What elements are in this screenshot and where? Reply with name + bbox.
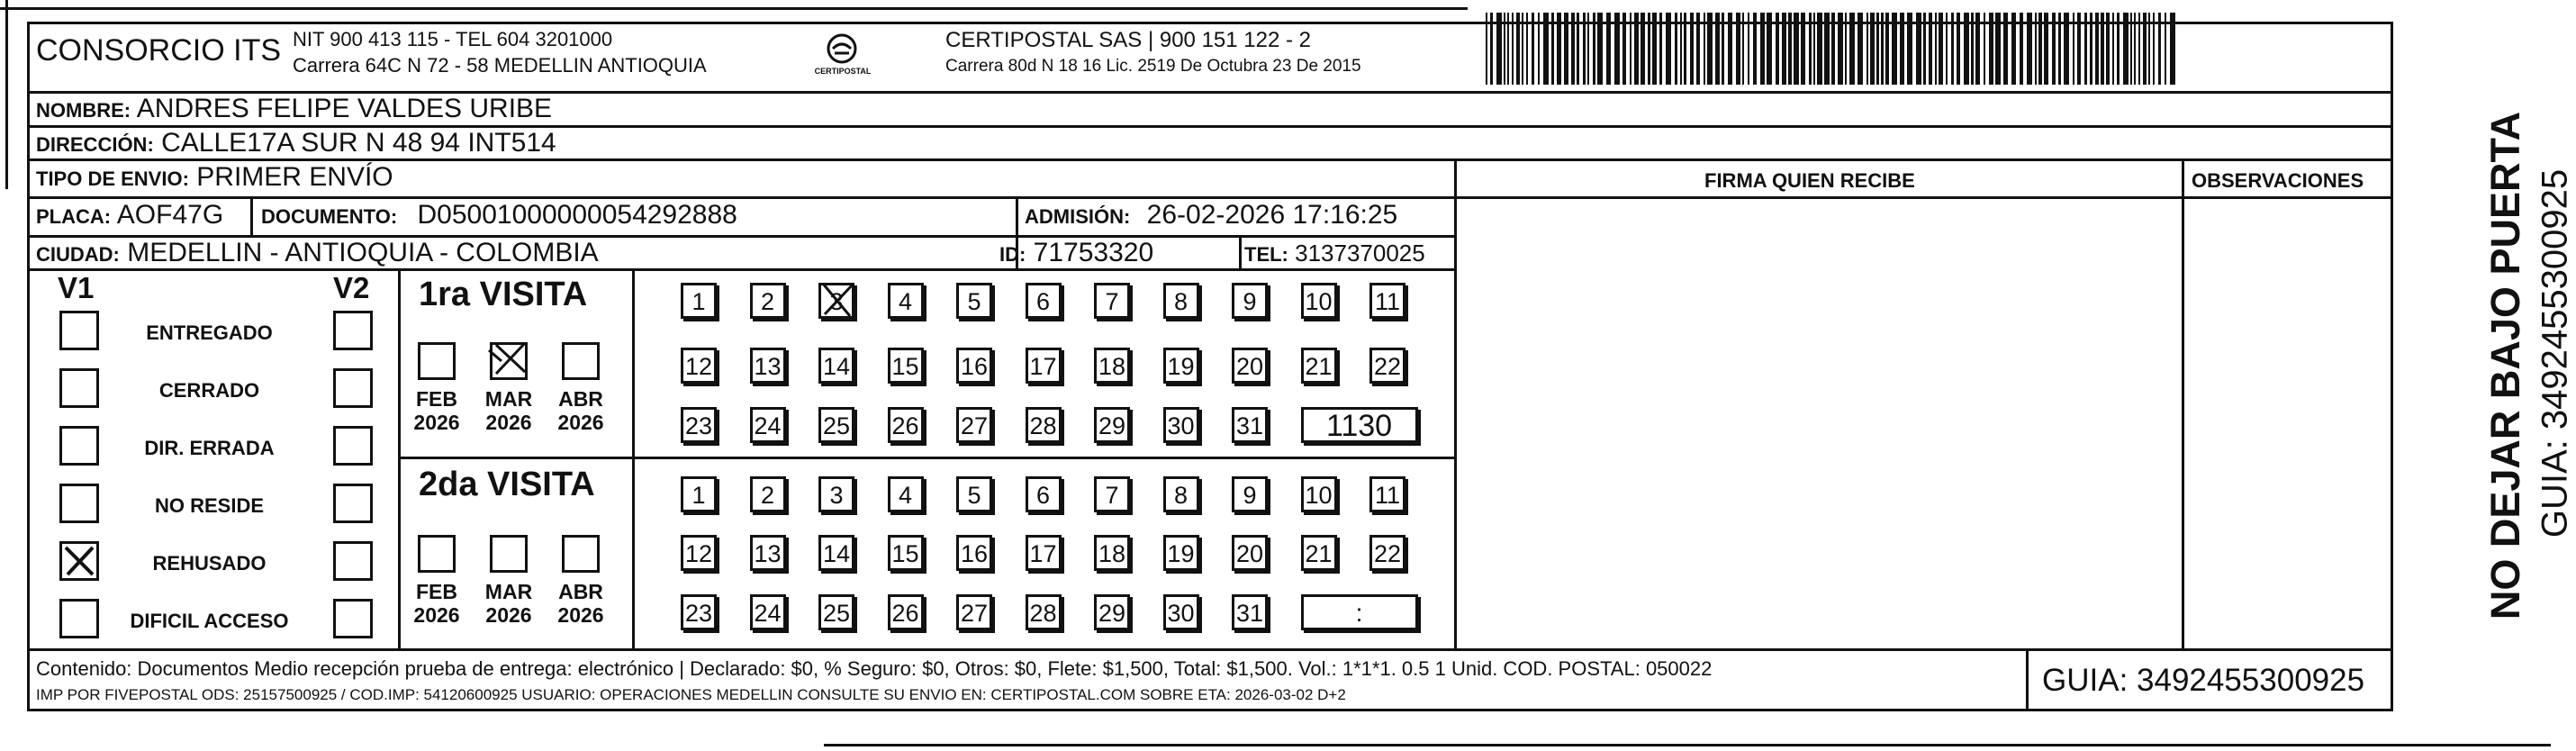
status-row bbox=[27, 311, 401, 356]
day-box[interactable]: 4 bbox=[888, 283, 924, 319]
col-line-placa bbox=[250, 196, 253, 235]
barcode-bar bbox=[1964, 13, 1969, 85]
v1-checkbox[interactable] bbox=[59, 311, 99, 350]
barcode-bar bbox=[2027, 13, 2032, 85]
footer-guia: GUIA: 3492455300925 bbox=[2042, 663, 2365, 698]
barcode-bar bbox=[2077, 13, 2081, 85]
barcode-bar bbox=[2095, 13, 2099, 85]
barcode-bar bbox=[1696, 13, 1700, 85]
barcode-bar bbox=[1900, 13, 1904, 85]
tel-field bbox=[1244, 240, 1425, 267]
direccion-value: CALLE17A SUR N 48 94 INT514 bbox=[161, 128, 556, 158]
placa-field bbox=[36, 200, 223, 231]
status-row bbox=[27, 368, 401, 413]
admision-value: 26-02-2026 17:16:25 bbox=[1146, 200, 1398, 230]
day-box[interactable]: 5 bbox=[956, 283, 992, 319]
day-box[interactable]: 24 bbox=[750, 594, 786, 630]
barcode-bar bbox=[1951, 13, 1954, 85]
barcode-bar bbox=[2143, 13, 2147, 85]
barcode-bar bbox=[1614, 13, 1620, 85]
barcode-bar bbox=[1593, 13, 1595, 85]
barcode-bar bbox=[1507, 13, 1509, 85]
barcode-bar bbox=[2123, 13, 2129, 85]
status-row bbox=[27, 541, 401, 586]
barcode-bar bbox=[1892, 13, 1897, 85]
month-checkbox[interactable] bbox=[562, 535, 600, 573]
day-box[interactable]: 31 bbox=[1232, 594, 1268, 630]
firma-header-line bbox=[1454, 196, 2393, 199]
barcode-bar bbox=[1824, 13, 1830, 85]
barcode-bar bbox=[1995, 13, 2001, 85]
barcode-bar bbox=[1817, 13, 1822, 85]
v1-label: V1 bbox=[58, 271, 95, 304]
barcode-bar bbox=[2148, 13, 2150, 85]
day-box[interactable]: 16 bbox=[956, 535, 992, 571]
barcode-bar bbox=[1490, 13, 1493, 85]
barcode-bar bbox=[1794, 13, 1799, 85]
day-box[interactable]: 28 bbox=[1026, 407, 1062, 443]
barcode-bar bbox=[1571, 13, 1575, 85]
day-box[interactable]: 15 bbox=[888, 348, 924, 384]
day-box[interactable]: 29 bbox=[1094, 407, 1130, 443]
barcode-bar bbox=[1587, 13, 1589, 85]
barcode-bar bbox=[1597, 13, 1603, 85]
month-label: ABR 2026 bbox=[557, 387, 604, 434]
barcode-bar bbox=[1801, 13, 1805, 85]
v2-checkbox[interactable] bbox=[333, 368, 373, 408]
direccion-field bbox=[36, 128, 556, 158]
barcode-bar bbox=[1782, 13, 1786, 85]
month-label: MAR 2026 bbox=[484, 580, 533, 627]
status-label: DIR. ERRADA bbox=[144, 437, 275, 459]
day-box[interactable]: 21 bbox=[1301, 348, 1337, 384]
col-line-obs bbox=[2182, 158, 2184, 650]
barcode-bar bbox=[1522, 13, 1523, 85]
time-box[interactable]: : bbox=[1301, 594, 1418, 630]
side-guia: GUIA: 3492455300925 bbox=[2535, 168, 2575, 538]
month-checkbox[interactable] bbox=[562, 342, 600, 380]
day-box[interactable]: 18 bbox=[1094, 348, 1130, 384]
barcode-bar bbox=[1504, 13, 1505, 85]
day-box[interactable]: 13 bbox=[750, 348, 786, 384]
day-box[interactable]: 12 bbox=[681, 535, 717, 571]
ciudad-label: CIUDAD: bbox=[36, 243, 120, 266]
barcode-icon bbox=[1486, 13, 2179, 85]
tipo-value: PRIMER ENVÍO bbox=[196, 162, 393, 192]
company-nit: NIT 900 413 115 - TEL 604 3201000 bbox=[293, 28, 613, 50]
barcode-bar bbox=[1715, 13, 1720, 85]
direccion-label: DIRECCIÓN: bbox=[36, 133, 154, 156]
barcode-bar bbox=[1809, 13, 1812, 85]
bottom-edge-line bbox=[824, 744, 2551, 746]
barcode-bar bbox=[1630, 13, 1631, 85]
day-box[interactable]: 27 bbox=[956, 407, 992, 443]
day-box[interactable]: 22 bbox=[1369, 348, 1406, 384]
barcode-bar bbox=[1923, 13, 1926, 85]
status-label: DIFICIL ACCESO bbox=[130, 610, 289, 632]
barcode-bar bbox=[1684, 13, 1686, 85]
barcode-bar bbox=[1543, 13, 1549, 85]
barcode-bar bbox=[1496, 13, 1502, 85]
barcode-bar bbox=[1666, 13, 1671, 85]
v1-checkbox[interactable] bbox=[59, 599, 99, 638]
nombre-value: ANDRES FELIPE VALDES URIBE bbox=[136, 94, 553, 123]
day-box[interactable]: 28 bbox=[1026, 594, 1062, 630]
barcode-bar bbox=[1849, 13, 1855, 85]
barcode-bar bbox=[1652, 13, 1657, 85]
day-box[interactable]: 26 bbox=[888, 407, 924, 443]
barcode-bar bbox=[1486, 13, 1487, 85]
status-label: NO RESIDE bbox=[154, 494, 265, 517]
day-box[interactable]: 6 bbox=[1026, 476, 1062, 512]
barcode-bar bbox=[1845, 13, 1847, 85]
barcode-bar bbox=[1760, 13, 1765, 85]
barcode-bar bbox=[1971, 13, 1974, 85]
v2-label: V2 bbox=[333, 271, 370, 304]
barcode-bar bbox=[1564, 13, 1568, 85]
barcode-bar bbox=[1984, 13, 1985, 85]
barcode-bar bbox=[2112, 13, 2114, 85]
barcode-bar bbox=[1680, 13, 1682, 85]
day-box[interactable]: 15 bbox=[888, 535, 924, 571]
day-box[interactable]: 14 bbox=[818, 535, 854, 571]
barcode-bar bbox=[1532, 13, 1534, 85]
barcode-bar bbox=[1557, 13, 1561, 85]
barcode-bar bbox=[1939, 13, 1943, 85]
barcode-bar bbox=[1866, 13, 1868, 85]
status-row bbox=[27, 484, 401, 529]
documento-label: DOCUMENTO: bbox=[261, 205, 398, 228]
barcode-bar bbox=[2130, 13, 2132, 85]
day-box[interactable]: 20 bbox=[1232, 535, 1268, 571]
top-edge-line bbox=[0, 7, 1468, 10]
status-label: ENTREGADO bbox=[146, 321, 273, 344]
barcode-bar bbox=[2090, 13, 2092, 85]
barcode-bar bbox=[1975, 13, 1980, 85]
nombre-field bbox=[36, 94, 552, 124]
barcode-bar bbox=[1916, 13, 1921, 85]
col-line-tel bbox=[1239, 235, 1242, 268]
documento-field bbox=[261, 200, 737, 231]
barcode-bar bbox=[1675, 13, 1677, 85]
barcode-bar bbox=[1538, 13, 1540, 85]
ciudad-value: MEDELLIN - ANTIOQUIA - COLOMBIA bbox=[127, 238, 599, 267]
barcode-bar bbox=[2138, 13, 2140, 85]
barcode-bar bbox=[1728, 13, 1732, 85]
day-box[interactable]: 17 bbox=[1026, 348, 1062, 384]
day-box[interactable]: 18 bbox=[1094, 535, 1130, 571]
barcode-bar bbox=[2052, 13, 2056, 85]
day-box[interactable]: 8 bbox=[1163, 476, 1199, 512]
barcode-bar bbox=[1989, 13, 1993, 85]
day-number: 3 bbox=[829, 288, 844, 315]
v1-checkbox[interactable] bbox=[59, 426, 99, 466]
v2-checkbox[interactable] bbox=[333, 484, 373, 523]
day-box[interactable]: 17 bbox=[1026, 535, 1062, 571]
barcode-bar bbox=[1838, 13, 1843, 85]
tel-value: 3137370025 bbox=[1295, 240, 1425, 267]
month-label: MAR 2026 bbox=[484, 387, 533, 434]
day-box[interactable]: 22 bbox=[1369, 535, 1406, 571]
barcode-bar bbox=[2003, 13, 2008, 85]
day-box[interactable]: 20 bbox=[1232, 348, 1268, 384]
barcode-bar bbox=[1813, 13, 1815, 85]
barcode-bar bbox=[1929, 13, 1932, 85]
firma-label: FIRMA QUIEN RECIBE bbox=[1704, 169, 1915, 192]
nombre-label: NOMBRE: bbox=[36, 99, 131, 122]
barcode-bar bbox=[1622, 13, 1626, 85]
barcode-bar bbox=[2020, 13, 2023, 85]
company-name: CONSORCIO ITS bbox=[36, 33, 282, 68]
barcode-bar bbox=[2165, 13, 2166, 85]
barcode-bar bbox=[1606, 13, 1611, 85]
barcode-bar bbox=[1870, 13, 1875, 85]
barcode-bar bbox=[2035, 13, 2037, 85]
barcode-bar bbox=[1742, 13, 1744, 85]
observaciones-label: OBSERVACIONES bbox=[2192, 169, 2364, 192]
day-box[interactable]: 5 bbox=[956, 476, 992, 512]
v1-checkbox[interactable] bbox=[59, 484, 99, 523]
day-box[interactable]: 31 bbox=[1232, 407, 1268, 443]
barcode-bar bbox=[1736, 13, 1740, 85]
logo-caption: CERTIPOSTAL bbox=[814, 67, 872, 76]
barcode-bar bbox=[1690, 13, 1694, 85]
no-dejar-warning: NO DEJAR BAJO PUERTA bbox=[2482, 111, 2528, 620]
day-box[interactable]: 2 bbox=[750, 476, 786, 512]
barcode-bar bbox=[2106, 13, 2110, 85]
x-mark-icon bbox=[818, 280, 857, 320]
barcode-bar bbox=[1634, 13, 1639, 85]
barcode-bar bbox=[2117, 13, 2120, 85]
id-value: 71753320 bbox=[1033, 238, 1154, 267]
barcode-bar bbox=[1907, 13, 1912, 85]
x-mark-icon bbox=[489, 338, 529, 377]
barcode-bar bbox=[2101, 13, 2104, 85]
day-box[interactable]: 30 bbox=[1163, 594, 1199, 630]
day-box[interactable]: 23 bbox=[681, 594, 717, 630]
barcode-bar bbox=[2073, 13, 2074, 85]
day-box[interactable]: 19 bbox=[1163, 535, 1199, 571]
barcode-bar bbox=[2038, 13, 2042, 85]
month-checkbox[interactable] bbox=[418, 535, 456, 573]
day-box[interactable]: 10 bbox=[1301, 283, 1337, 319]
barcode-bar bbox=[2064, 13, 2069, 85]
barcode-bar bbox=[1776, 13, 1779, 85]
col-line-firma bbox=[1454, 158, 1457, 650]
footer-imp: IMP POR FIVEPOSTAL ODS: 25157500925 / COD.IMP: 54120600925 USUARIO: OPERACIONES MEDELLIN CONSULTE SU ENVIO EN: CERTIPOSTAL.COM SOBRE ETA: 2026-03-02 D+2 bbox=[36, 686, 1346, 703]
month-checkbox[interactable] bbox=[418, 342, 456, 380]
day-box[interactable]: 26 bbox=[888, 594, 924, 630]
barcode-bar bbox=[1831, 13, 1835, 85]
status-label: REHUSADO bbox=[152, 552, 267, 575]
day-box[interactable]: 19 bbox=[1163, 348, 1199, 384]
barcode-bar bbox=[1641, 13, 1645, 85]
barcode-bar bbox=[1516, 13, 1520, 85]
day-box[interactable]: 16 bbox=[956, 348, 992, 384]
first-visit-title: 1ra VISITA bbox=[419, 276, 588, 313]
barcode-bar bbox=[2058, 13, 2061, 85]
day-box[interactable]: 13 bbox=[750, 535, 786, 571]
barcode-bar bbox=[1857, 13, 1863, 85]
barcode-bar bbox=[1753, 13, 1757, 85]
barcode-bar bbox=[1704, 13, 1705, 85]
documento-value: D05001000000054292888 bbox=[417, 200, 737, 230]
day-box[interactable]: 2 bbox=[750, 283, 786, 319]
day-box[interactable]: 1 bbox=[681, 283, 717, 319]
day-box[interactable]: 7 bbox=[1094, 283, 1130, 319]
day-box[interactable]: 4 bbox=[888, 476, 924, 512]
day-box[interactable]: 14 bbox=[818, 348, 854, 384]
day-box[interactable]: 9 bbox=[1232, 476, 1268, 512]
day-box[interactable]: 9 bbox=[1232, 283, 1268, 319]
day-box[interactable]: 29 bbox=[1094, 594, 1130, 630]
company-address: Carrera 64C N 72 - 58 MEDELLIN ANTIOQUIA bbox=[293, 54, 707, 77]
barcode-bar bbox=[1876, 13, 1879, 85]
tel-label: TEL: bbox=[1244, 243, 1288, 266]
day-box[interactable]: 27 bbox=[956, 594, 992, 630]
v2-checkbox[interactable] bbox=[333, 541, 373, 581]
barcode-bar bbox=[2044, 13, 2048, 85]
day-box[interactable]: 8 bbox=[1163, 283, 1199, 319]
day-box[interactable]: 24 bbox=[750, 407, 786, 443]
status-section bbox=[27, 268, 401, 648]
row-line bbox=[27, 158, 2393, 161]
barcode-bar bbox=[2153, 13, 2155, 85]
barcode-bar bbox=[1748, 13, 1749, 85]
barcode-bar bbox=[1551, 13, 1554, 85]
placa-label: PLACA: bbox=[36, 205, 112, 228]
carrier-name: CERTIPOSTAL SAS | 900 151 122 - 2 bbox=[945, 28, 1311, 52]
day-box[interactable]: 6 bbox=[1026, 283, 1062, 319]
month-checkbox[interactable] bbox=[490, 342, 528, 380]
footer-contents: Contenido: Documentos Medio recepción prueba de entrega: electrónico | Declarado: $0, % Seguro: $0, Otros: $0, Flete: $1,500, Total: $1,500. Vol.: 1*1*1. 0.5 1 Unid. COD. POSTAL: 050022 bbox=[36, 657, 1713, 680]
barcode-bar bbox=[1526, 13, 1528, 85]
visit-divider bbox=[398, 457, 1454, 459]
month-label: FEB 2026 bbox=[413, 580, 460, 627]
day-box[interactable] bbox=[818, 283, 854, 319]
v1-checkbox[interactable] bbox=[59, 368, 99, 408]
barcode-bar bbox=[2084, 13, 2087, 85]
barcode-bar bbox=[1648, 13, 1650, 85]
barcode-bar bbox=[1722, 13, 1724, 85]
v1-checkbox[interactable] bbox=[59, 541, 99, 581]
col-line-guia bbox=[2026, 648, 2029, 711]
id-field bbox=[999, 238, 1153, 268]
v2-checkbox[interactable] bbox=[333, 599, 373, 638]
second-visit-title: 2da VISITA bbox=[419, 466, 595, 503]
day-box[interactable]: 10 bbox=[1301, 476, 1337, 512]
barcode-bar bbox=[2158, 13, 2161, 85]
barcode-bar bbox=[1788, 13, 1792, 85]
status-row bbox=[27, 426, 401, 471]
v2-checkbox[interactable] bbox=[333, 311, 373, 350]
barcode-bar bbox=[1881, 13, 1884, 85]
x-mark-icon bbox=[62, 544, 96, 578]
id-label: ID: bbox=[999, 243, 1026, 266]
day-box[interactable]: 12 bbox=[681, 348, 717, 384]
day-box[interactable]: 25 bbox=[818, 594, 854, 630]
day-box[interactable]: 23 bbox=[681, 407, 717, 443]
month-label: FEB 2026 bbox=[413, 387, 460, 434]
barcode-bar bbox=[1659, 13, 1662, 85]
day-box[interactable]: 1 bbox=[681, 476, 717, 512]
left-edge-line bbox=[5, 0, 8, 189]
placa-value: AOF47G bbox=[116, 200, 224, 230]
ciudad-field bbox=[36, 238, 599, 268]
day-box[interactable]: 7 bbox=[1094, 476, 1130, 512]
month-label: ABR 2026 bbox=[557, 580, 604, 627]
day-box[interactable]: 30 bbox=[1163, 407, 1199, 443]
day-box[interactable]: 25 bbox=[818, 407, 854, 443]
barcode-bar bbox=[2011, 13, 2016, 85]
barcode-bar bbox=[1707, 13, 1713, 85]
day-box[interactable]: 3 bbox=[818, 476, 854, 512]
row-line bbox=[27, 648, 2393, 651]
status-row bbox=[27, 599, 401, 644]
barcode-bar bbox=[1577, 13, 1579, 85]
months-divider bbox=[632, 268, 635, 648]
day-box[interactable]: 11 bbox=[1369, 283, 1406, 319]
side-text bbox=[2398, 108, 2575, 648]
tipo-label: TIPO DE ENVIO: bbox=[36, 167, 189, 190]
day-box[interactable]: 21 bbox=[1301, 535, 1337, 571]
barcode-bar bbox=[2170, 13, 2175, 85]
admision-field bbox=[1025, 200, 1397, 231]
tipo-field bbox=[36, 162, 393, 193]
status-label: CERRADO bbox=[158, 379, 260, 402]
barcode-bar bbox=[1583, 13, 1586, 85]
barcode-bar bbox=[1885, 13, 1889, 85]
barcode-bar bbox=[1957, 13, 1960, 85]
carrier-address: Carrera 80d N 18 16 Lic. 2519 De Octubra 23 De 2015 bbox=[945, 57, 1361, 76]
barcode-bar bbox=[2134, 13, 2136, 85]
time-box[interactable]: 1130 bbox=[1301, 407, 1418, 443]
v2-checkbox[interactable] bbox=[333, 426, 373, 466]
day-box[interactable]: 11 bbox=[1369, 476, 1406, 512]
barcode-bar bbox=[1946, 13, 1948, 85]
barcode-bar bbox=[1767, 13, 1772, 85]
month-checkbox[interactable] bbox=[490, 535, 528, 573]
barcode-bar bbox=[1935, 13, 1937, 85]
admision-label: ADMISIÓN: bbox=[1025, 205, 1131, 228]
certipostal-logo-icon bbox=[814, 29, 872, 83]
barcode-bar bbox=[1512, 13, 1514, 85]
